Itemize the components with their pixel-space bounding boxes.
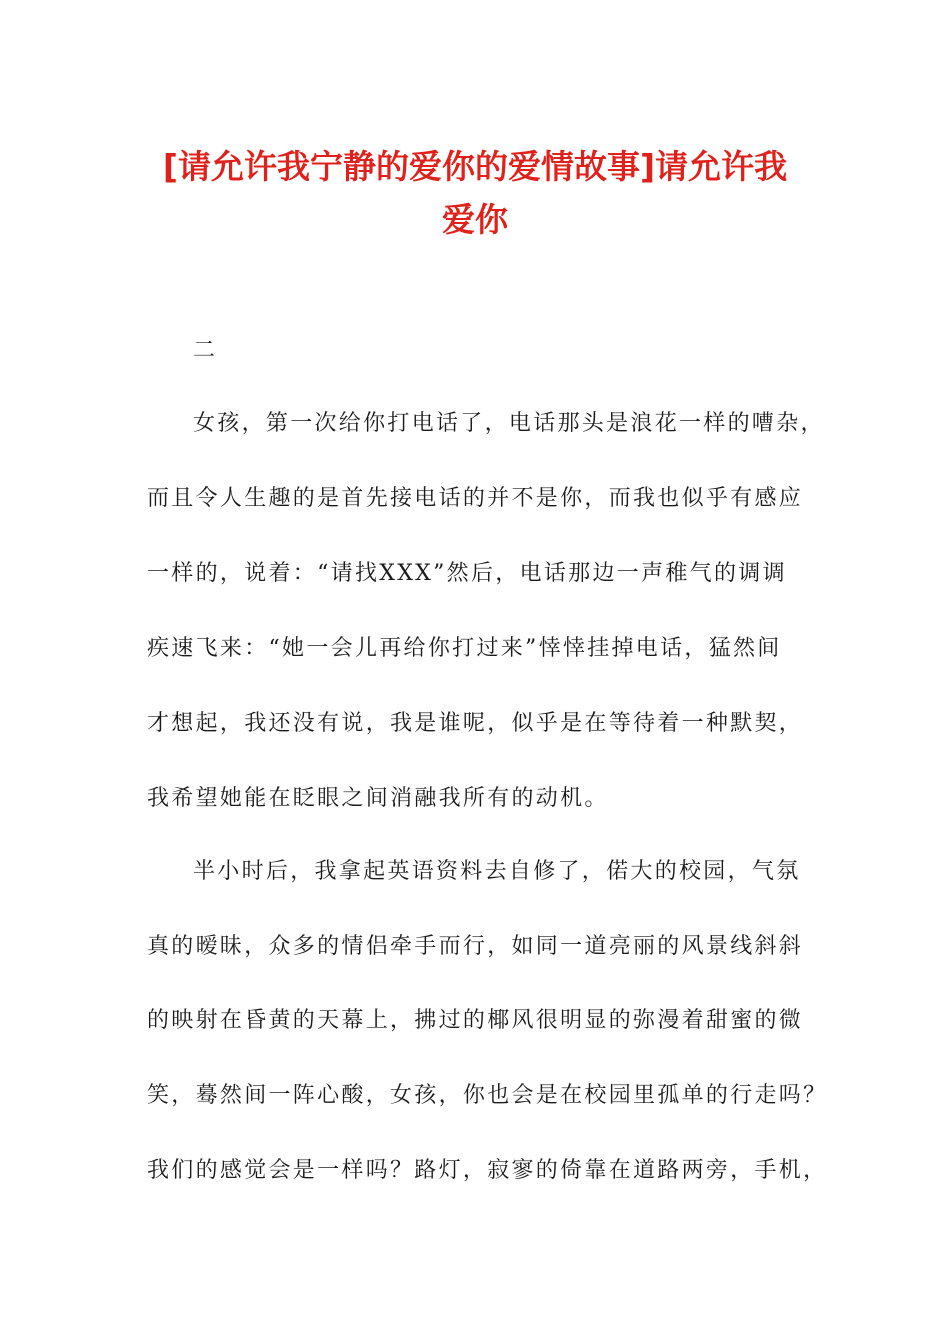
paragraph-1-line-3: 一样的，说着：“请找XXX”然后，电话那边一声稚气的调调: [147, 561, 787, 586]
paragraph-1-line-5: 才想起，我还没有说，我是谁呢，似乎是在等待着一种默契，: [147, 711, 804, 736]
paragraph-1-line-4: 疾速飞来：“她一会儿再给你打过来”悻悻挂掉电话，猛然间: [147, 636, 782, 661]
paragraph-2-line-1: 半小时后，我拿起英语资料去自修了，偌大的校园，气氛: [193, 859, 801, 884]
title-line-2: 爱你: [442, 200, 508, 239]
paragraph-1-line-2: 而且令人生趣的是首先接电话的并不是你，而我也似乎有感应: [147, 486, 804, 511]
paragraph-1-line-1: 女孩，第一次给你打电话了，电话那头是浪花一样的嘈杂，: [193, 411, 825, 436]
paragraph-2-line-5: 我们的感觉会是一样吗？路灯，寂寥的倚靠在道路两旁，手机，: [147, 1158, 828, 1183]
paragraph-1-line-6: 我希望她能在眨眼之间消融我所有的动机。: [147, 786, 609, 811]
section-number: 二: [193, 338, 218, 363]
document-title: [120, 140, 830, 246]
paragraph-2-line-2: 真的暧昧，众多的情侣牵手而行，如同一道亮丽的风景线斜斜: [147, 934, 804, 959]
title-line-1: [请允许我宁静的爱你的爱情故事]请允许我: [162, 147, 788, 186]
paragraph-2-line-3: 的映射在昏黄的天幕上，拂过的椰风很明显的弥漫着甜蜜的微: [147, 1008, 804, 1033]
paragraph-2-line-4: 笑，蓦然间一阵心酸，女孩，你也会是在校园里孤单的行走吗？: [147, 1083, 828, 1108]
